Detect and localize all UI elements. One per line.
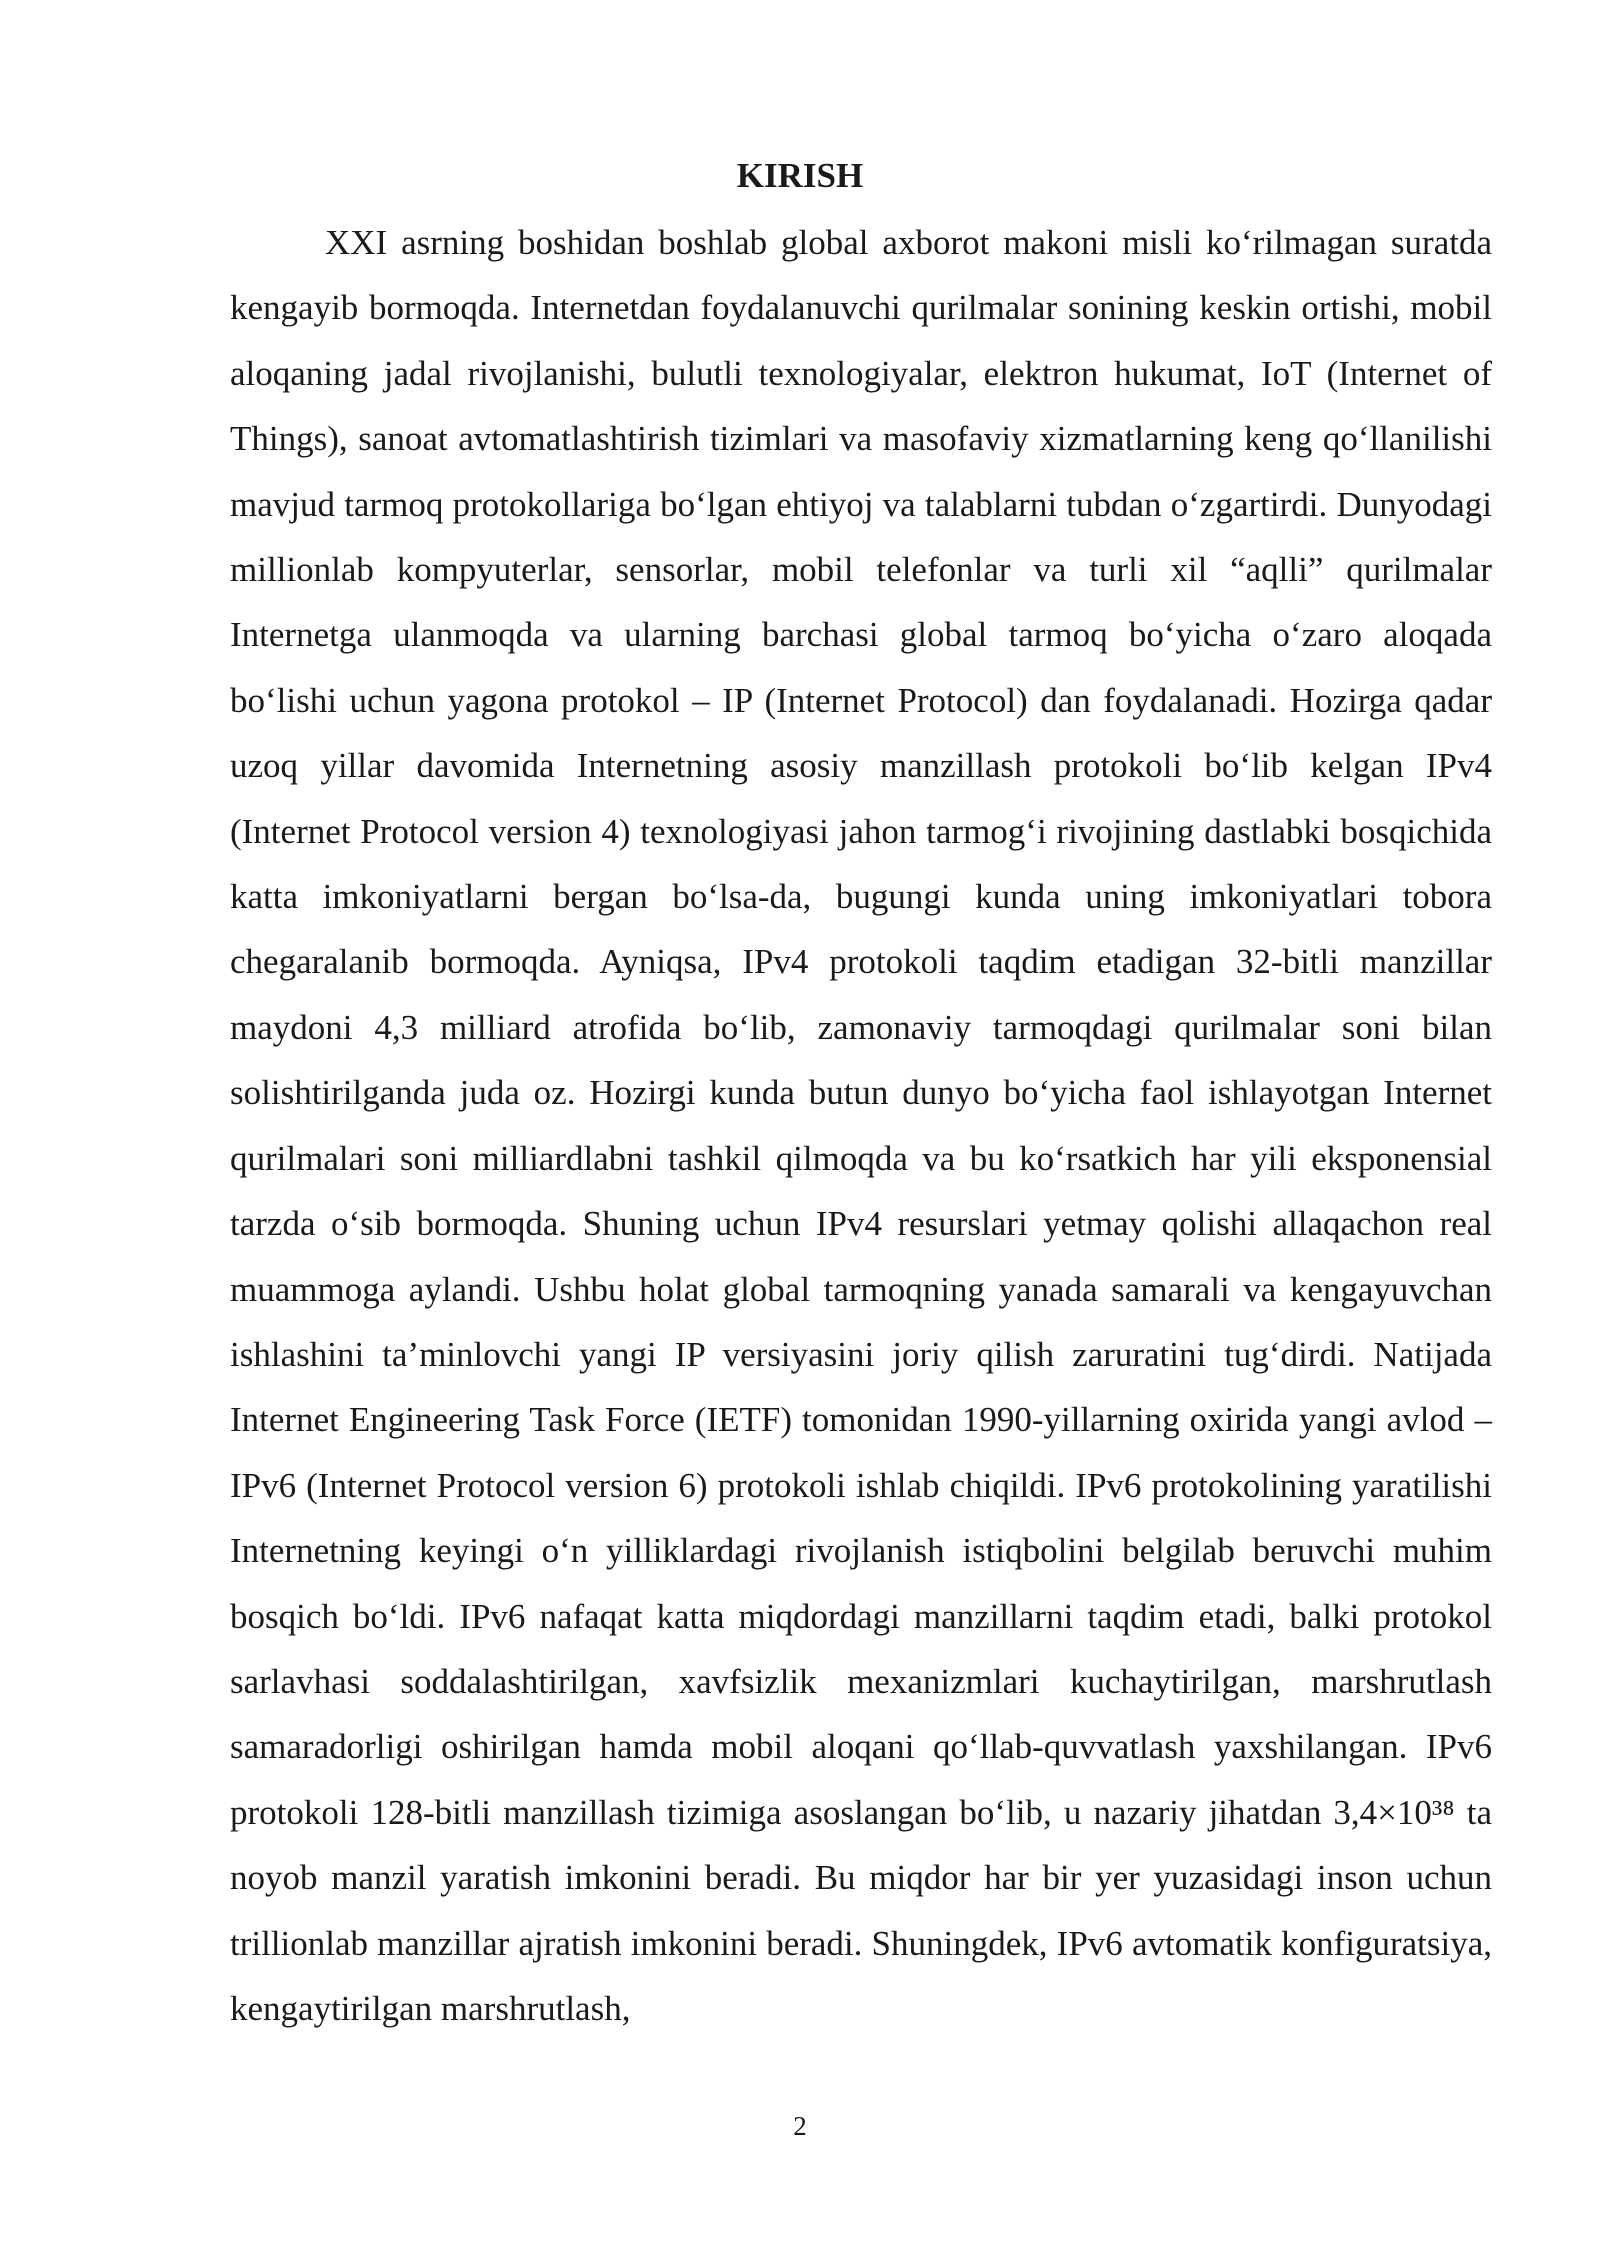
body-paragraph: XXI asrning boshidan boshlab global axborot makoni misli ko‘rilmagan suratda kengayib bormoqda. Internetdan foydalanuvchi qurilmalar sonining keskin ortishi, mobil aloqaning jadal rivojlanishi, bulutli texnologiyalar, elektron hukumat, IoT (Internet of Things), sanoat avtomatlashtirish tizimlari va masofaviy xizmatlarning keng qo‘llanilishi mavjud tarmoq protokollariga bo‘lgan ehtiyoj va talablarni tubdan o‘zgartirdi. Dunyodagi millionlab kompyuterlar, sensorlar, mobil telefonlar va turli xil “aqlli” qurilmalar Internetga ulanmoqda va ularning barchasi global tarmoq bo‘yicha o‘zaro aloqada bo‘lishi uchun yagona protokol – IP (Internet Protocol) dan foydalanadi. Hozirga qadar uzoq yillar davomida Internetning asosiy manzillash protokoli bo‘lib kelgan IPv4 (Internet Protocol version 4) texnologiyasi jahon tarmog‘i rivojining dastlabki bosqichida katta imkoniyatlarni bergan bo‘lsa-da, bugungi kunda uning imkoniyatlari tobora chegaralanib bormoqda. Ayniqsa, IPv4 protokoli taqdim etadigan 32-bitli manzillar maydoni 4,3 milliard atrofida bo‘lib, zamonaviy tarmoqdagi qurilmalar soni bilan solishtirilganda juda oz. Hozirgi kunda butun dunyo bo‘yicha faol ishlayotgan Internet qurilmalari soni milliardlabni tashkil qilmoqda va bu ko‘rsatkich har yili eksponensial tarzda o‘sib bormoqda. Shuning uchun IPv4 resurslari yetmay qolishi allaqachon real muammoga aylandi. Ushbu holat global tarmoqning yanada samarali va kengayuvchan ishlashini ta’minlovchi yangi IP versiyasini joriy qilish zaruratini tug‘dirdi. Natijada Internet Engineering Task Force (IETF) tomonidan 1990-yillarning oxirida yangi avlod – IPv6 (Internet Protocol version 6) protokoli ishlab chiqildi. IPv6 protokolining yaratilishi Internetning keyingi o‘n yilliklardagi rivojlanish istiqbolini belgilab beruvchi muhim bosqich bo‘ldi. IPv6 nafaqat katta miqdordagi manzillarni taqdim etadi, balki protokol sarlavhasi soddalashtirilgan, xavfsizlik mexanizmlari kuchaytirilgan, marshrutlash samaradorligi oshirilgan hamda mobil aloqani qo‘llab-quvvatlash yaxshilangan. IPv6 protokoli 128-bitli manzillash tizimiga asoslangan bo‘lib, u nazariy jihatdan 3,4×10³⁸ ta noyob manzil yaratish imkonini beradi. Bu miqdor har bir yer yuzasidagi inson uchun trillionlab manzillar ajratish imkonini beradi. Shuningdek, IPv6 avtomatik konfiguratsiya, kengaytirilgan marshrutlash,	[230, 223, 1492, 2028]
page-number: 2	[793, 2111, 807, 2141]
page-title: KIRISH	[736, 156, 864, 195]
